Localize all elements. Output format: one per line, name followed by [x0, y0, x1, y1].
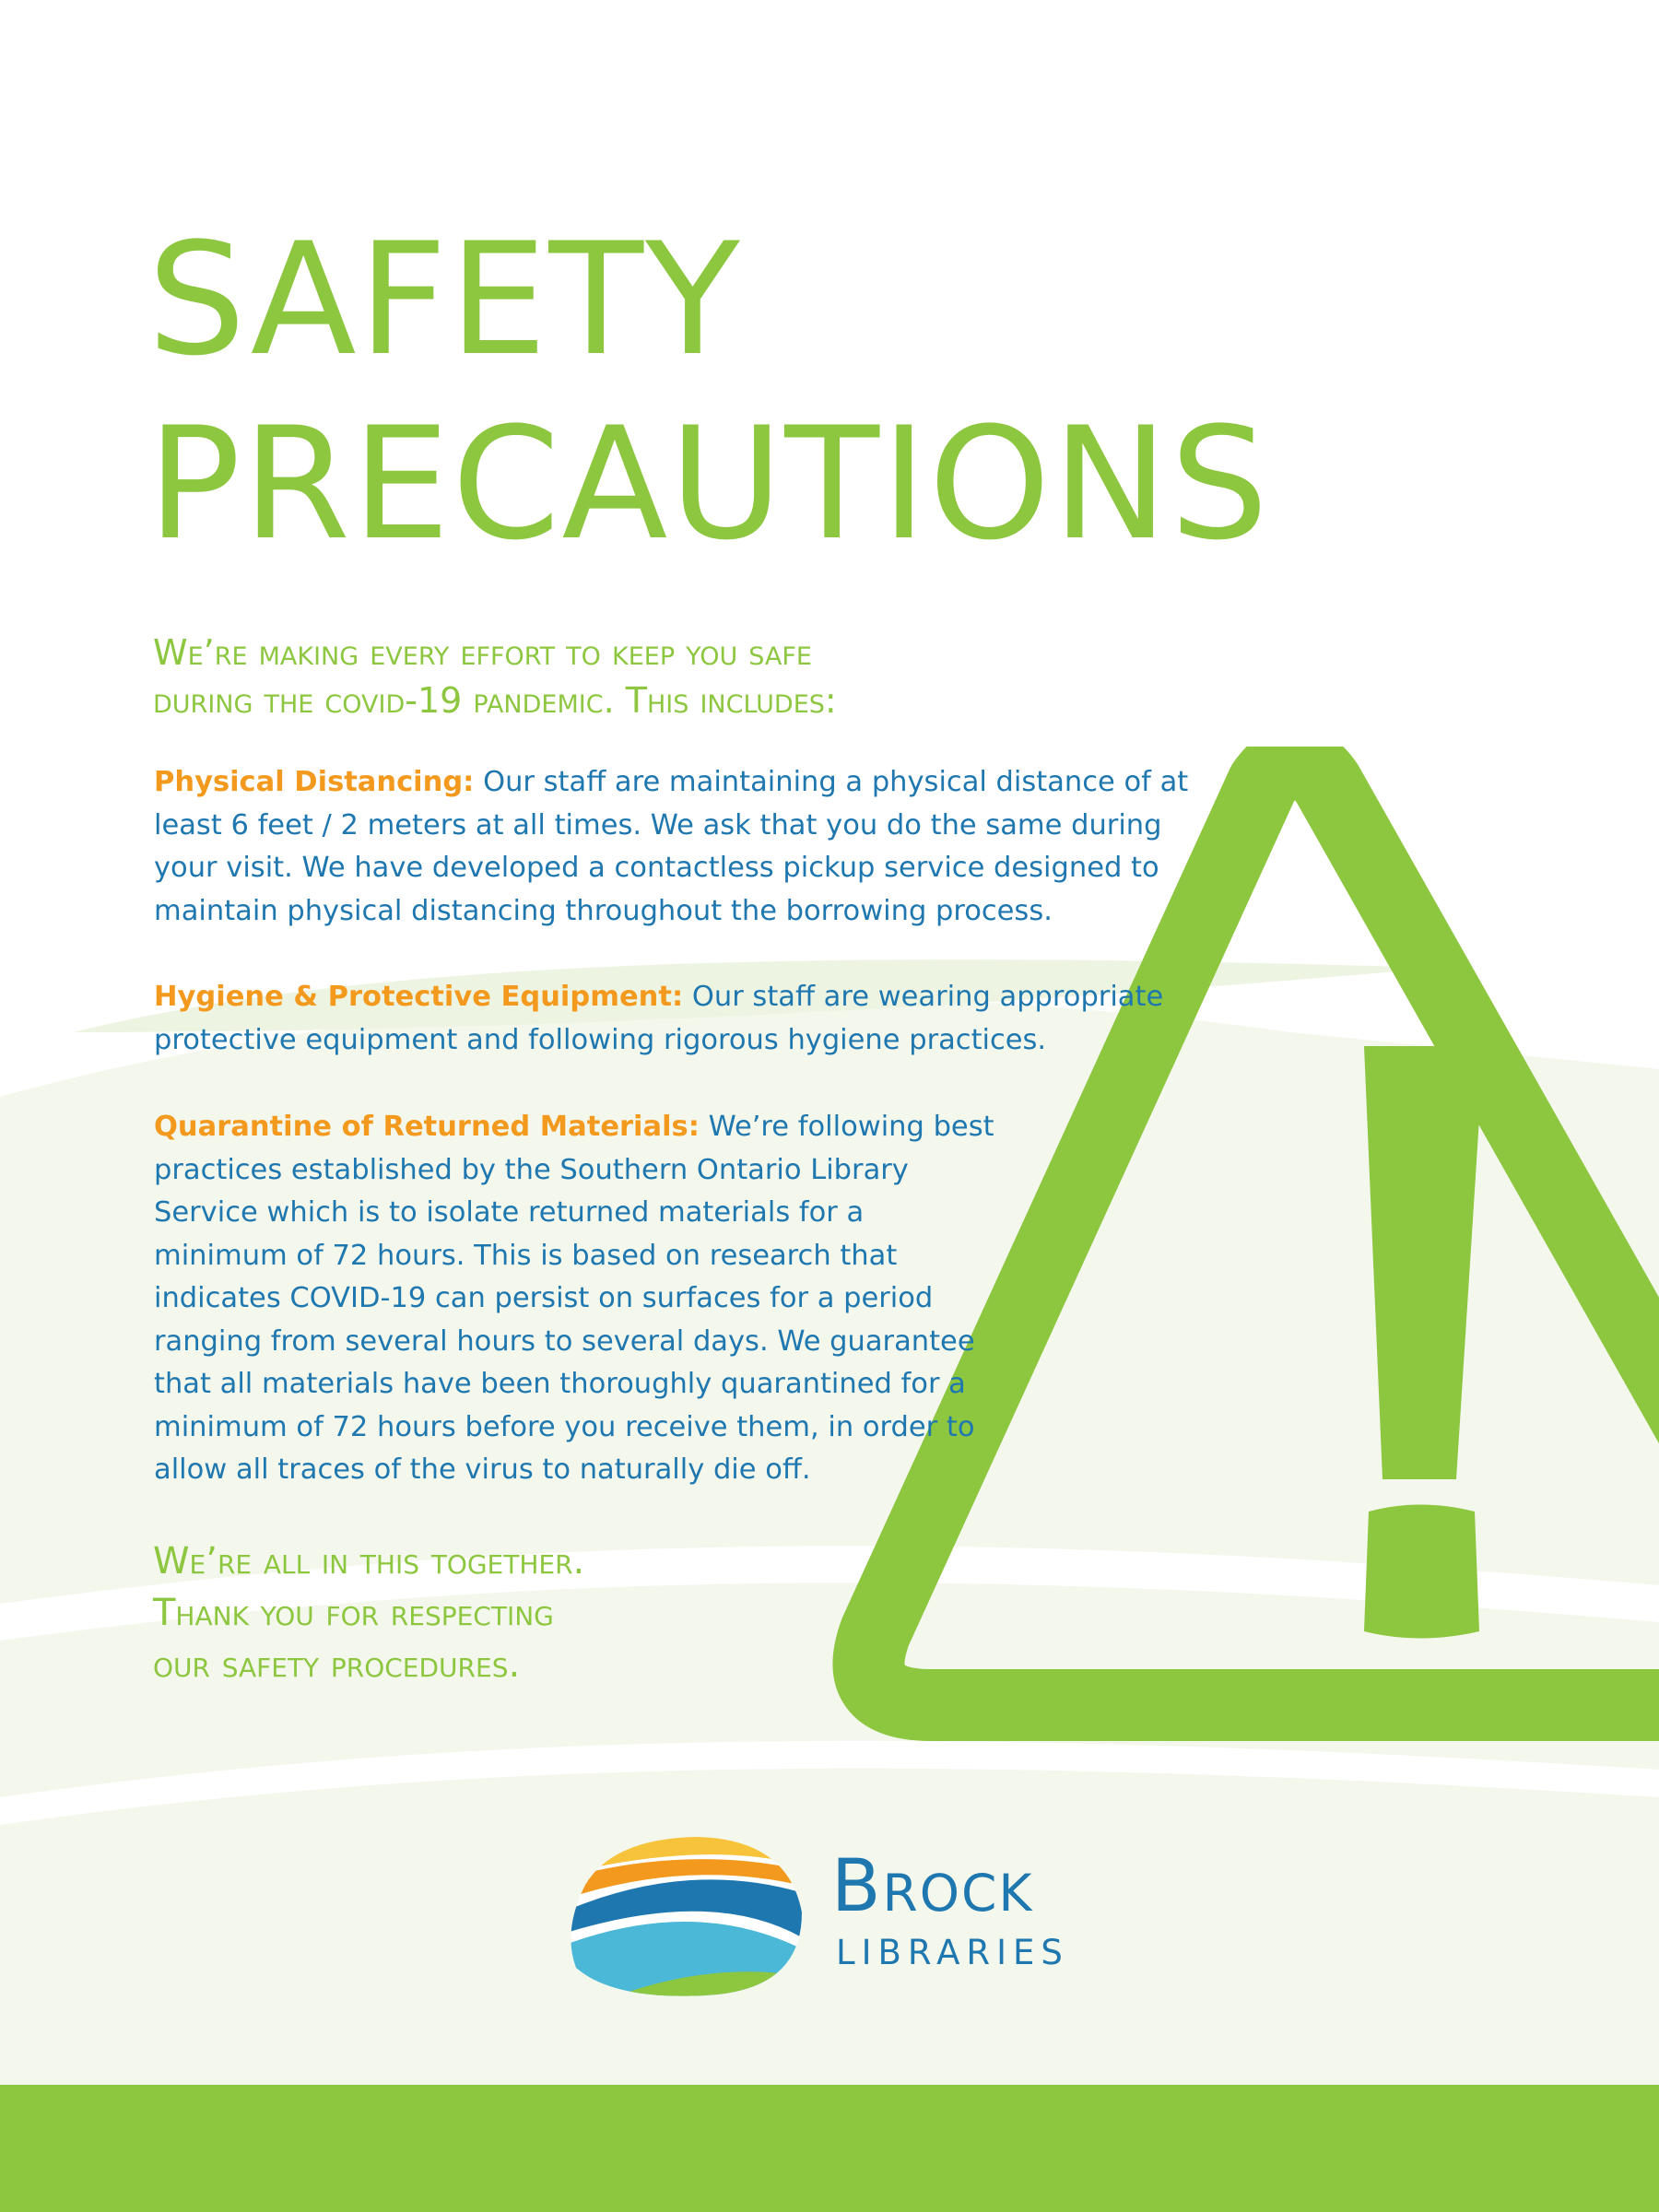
title-line-2: PRECAUTIONS [147, 394, 1271, 574]
section-hygiene [154, 976, 1223, 1062]
section-quarantine [154, 1106, 1002, 1492]
subtitle-line-1: We’re making every effort to keep you safe [153, 632, 812, 673]
closing-line-1: We’re all in this together. [153, 1540, 585, 1583]
closing-line-3: our safety procedures. [153, 1643, 521, 1686]
section-label: Physical Distancing: [154, 766, 475, 798]
section-label: Hygiene & Protective Equipment: [154, 981, 684, 1013]
footer-bar [0, 2085, 1659, 2212]
subtitle-line-2: during the covid-19 pandemic. This includes: [153, 680, 837, 721]
closing-line-2: Thank you for respecting [153, 1592, 554, 1634]
closing-message [153, 1535, 890, 1690]
brand-subtitle: LIBRARIES [836, 1933, 1069, 1972]
brand-name: Brock [831, 1845, 1034, 1928]
page-title [147, 207, 1270, 576]
section-text: Our staff are wearing appropriate protective equipment and following rigorous hygiene practices. [154, 981, 1164, 1056]
section-text: We’re following best practices established by the Southern Ontario Library Service which is to isolate returned materials for a minimum of 72 hours. This is based on research that indicates COVID-19 can persist on surfaces for a period ranging from several hours to several days. We guarantee that all materials have been thoroughly quarantined for a minimum of 72 hours before you receive them, in order to allow all traces of the virus to naturally die off. [154, 1111, 994, 1486]
section-label: Quarantine of Returned Materials: [154, 1111, 700, 1143]
title-line-1: SAFETY [147, 209, 742, 390]
section-text: Our staff are maintaining a physical distance of at least 6 feet / 2 meters at all times. We ask that you do the same during your visit. We have developed a contactless pickup service designed to maintain physical distancing throughout the borrowing process. [154, 766, 1189, 927]
brock-libraries-logo [558, 1830, 806, 2005]
section-physical-distancing [154, 761, 1223, 933]
subtitle [153, 629, 1213, 724]
